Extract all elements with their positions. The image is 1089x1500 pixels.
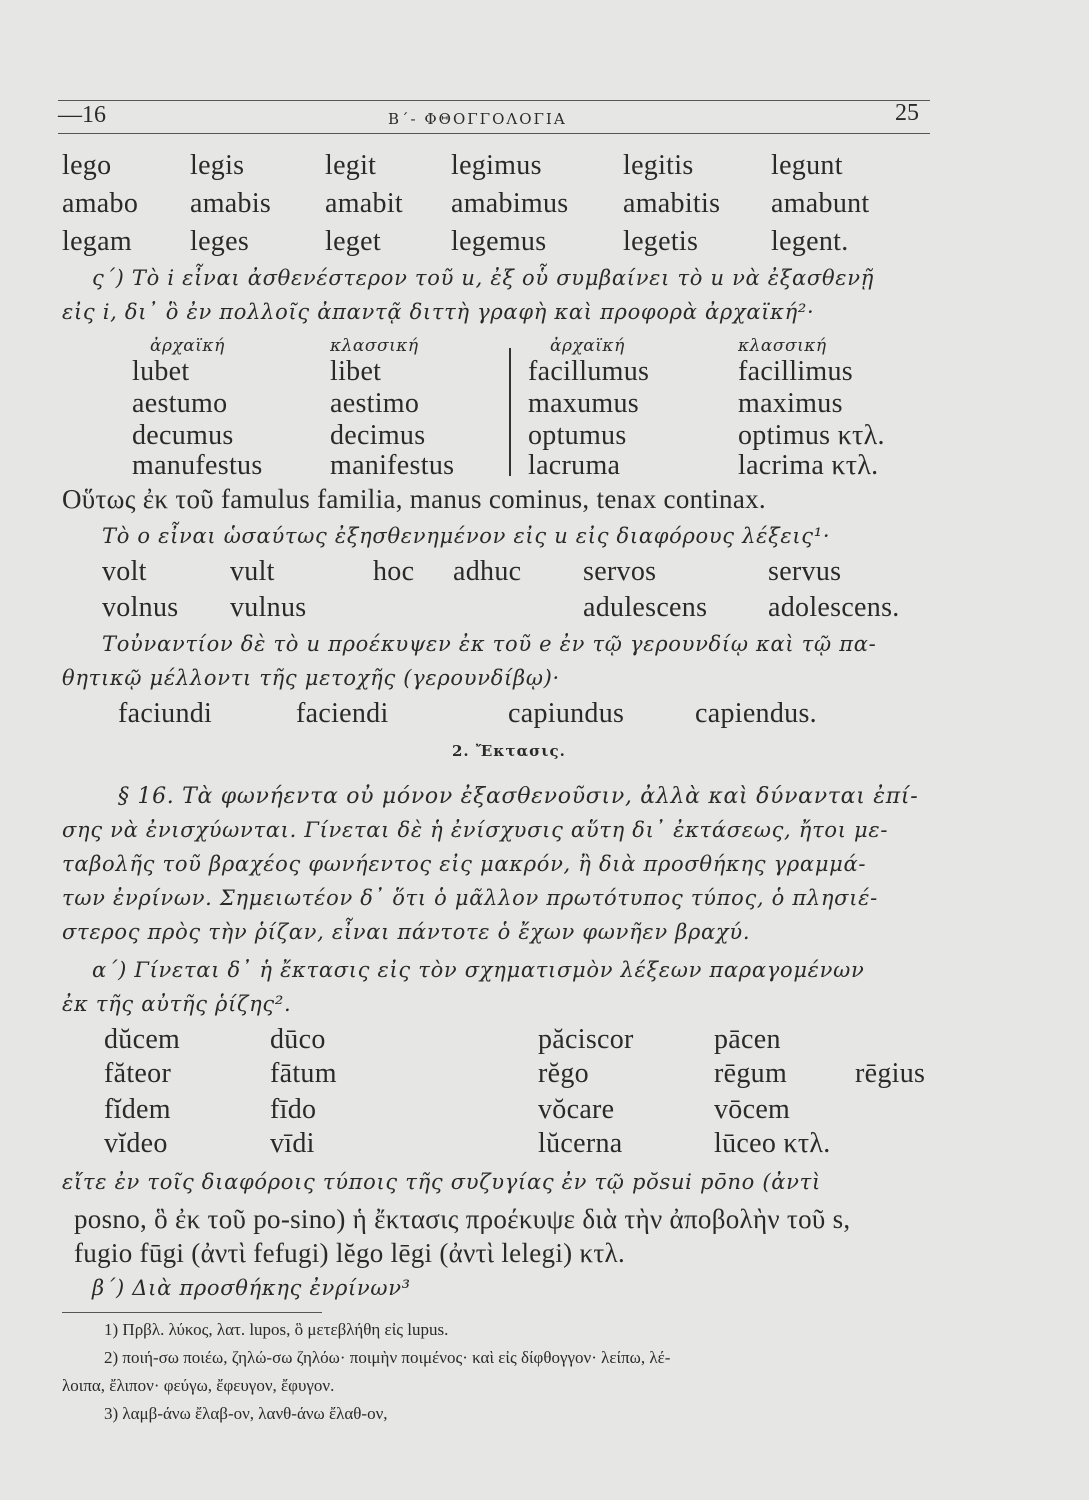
table-cell: fātum: [270, 1058, 337, 1089]
paragraph-line: σης νὰ ἐνισχύωνται. Γίνεται δὲ ἡ ἐνίσχυσις αὕτη δι᾽ ἐκτάσεως, ἤτοι με-: [62, 818, 889, 842]
table-cell: legunt: [771, 150, 843, 181]
table-cell: legetis: [623, 226, 699, 257]
column-divider: [509, 348, 511, 476]
column-header: κλασσική: [738, 336, 827, 356]
table-cell: libet: [330, 356, 382, 387]
table-cell: legis: [190, 150, 245, 181]
paragraph-line: fugio fūgi (ἀντὶ fefugi) lĕgo lēgi (ἀντὶ lelegi) κτλ.: [74, 1238, 625, 1268]
table-cell: manufestus: [132, 450, 263, 481]
footnote: 1) Πρβλ. λύκος, λατ. lupos, ὃ μετεβλήθη εἰς lupus.: [104, 1320, 449, 1339]
table-cell: maximus: [738, 388, 843, 419]
paragraph-line: θητικῷ μέλλοντι τῆς μετοχῆς (γερουνδίβῳ)·: [62, 666, 560, 690]
table-cell: facillumus: [528, 356, 650, 387]
table-cell: rēgum: [714, 1058, 788, 1089]
table-cell: fĭdem: [104, 1094, 171, 1125]
table-cell: amabitis: [623, 188, 721, 219]
table-cell: adhuc: [453, 556, 522, 587]
paragraph-line: posno, ὃ ἐκ τοῦ po-sino) ἡ ἔκτασις προέκυψε διὰ τὴν ἀποβολὴν τοῦ s,: [74, 1204, 851, 1234]
table-cell: dŭcem: [104, 1024, 181, 1055]
table-cell: legam: [62, 226, 132, 257]
table-cell: lacruma: [528, 450, 621, 481]
table-cell: legemus: [451, 226, 547, 257]
table-cell: pācen: [714, 1024, 781, 1055]
table-cell: adolescens.: [768, 592, 900, 623]
column-header: ἀρχαϊκή: [150, 336, 225, 356]
footnote: 2) ποιή-σω ποιέω, ζηλώ-σω ζηλόω· ποιμὴν ποιμένος· καὶ εἰς δίφθογγον· λείπω, λέ-: [104, 1348, 671, 1367]
paragraph-line: α΄) Γίνεται δ᾽ ἡ ἔκτασις εἰς τὸν σχηματισμὸν λέξεων παραγομένων: [92, 958, 865, 982]
paragraph-line: των ἐνρίνων. Σημειωτέον δ᾽ ὅτι ὁ μᾶλλον πρωτότυπος τύπος, ὁ πλησιέ-: [62, 886, 878, 910]
header-bottom-rule: [58, 133, 930, 134]
paragraph-line: Τοὐναντίον δὲ τὸ u προέκυψεν ἐκ τοῦ e ἐν τῷ γερουνδίῳ καὶ τῷ πα-: [102, 632, 877, 656]
paragraph-line: Τὸ o εἶναι ὡσαύτως ἐξησθενημένον εἰς u εἰς διαφόρους λέξεις¹·: [102, 524, 831, 548]
header-page-number: 25: [895, 100, 919, 126]
table-cell: adulescens: [583, 592, 708, 623]
table-cell: aestumo: [132, 388, 228, 419]
footnote-rule: [62, 1312, 322, 1313]
paragraph-line: εἰς i, δι᾽ ὃ ἐν πολλοῖς ἀπαντᾷ διττὴ γραφὴ καὶ προφορὰ ἀρχαϊκή²·: [62, 300, 815, 324]
table-cell: hoc: [373, 556, 415, 587]
paragraph-line: ἐκ τῆς αὐτῆς ῥίζης².: [62, 992, 292, 1016]
table-cell: amabo: [62, 188, 139, 219]
table-cell: capiundus: [508, 698, 625, 729]
table-cell: lŭcerna: [538, 1128, 623, 1159]
table-cell: legimus: [451, 150, 542, 181]
table-cell: decimus: [330, 420, 426, 451]
table-cell: servus: [768, 556, 842, 587]
table-cell: amabit: [325, 188, 403, 219]
paragraph-line: β΄) Διὰ προσθήκης ἐνρίνων³: [92, 1276, 411, 1300]
table-cell: dūco: [270, 1024, 326, 1055]
table-cell: maxumus: [528, 388, 639, 419]
paragraph-line: ταβολῆς τοῦ βραχέος φωνήεντος εἰς μακρόν, ἢ διὰ προσθήκης γραμμά-: [62, 852, 867, 876]
section-title: 2. Ἔκτασις.: [452, 742, 566, 760]
table-cell: legit: [325, 150, 377, 181]
footnote: 3) λαμβ-άνω ἔλαβ-ον, λανθ-άνω ἔλαθ-ον,: [104, 1404, 388, 1423]
table-cell: faciundi: [118, 698, 213, 729]
table-cell: servos: [583, 556, 657, 587]
table-cell: optimus κτλ.: [738, 420, 885, 451]
table-cell: manifestus: [330, 450, 455, 481]
table-cell: vult: [230, 556, 275, 587]
paragraph-line: ς΄) Τὸ i εἶναι ἀσθενέστερον τοῦ u, ἐξ οὗ συμβαίνει τὸ u νὰ ἐξασθενῇ: [92, 266, 875, 290]
table-cell: volt: [102, 556, 147, 587]
table-cell: rĕgo: [538, 1058, 589, 1089]
table-cell: păciscor: [538, 1024, 634, 1055]
table-cell: legitis: [623, 150, 694, 181]
table-cell: vōcem: [714, 1094, 791, 1125]
paragraph-line: εἴτε ἐν τοῖς διαφόροις τύποις τῆς συζυγίας ἐν τῷ pŏsui pōno (ἀντὶ: [62, 1170, 821, 1194]
paragraph-line: § 16. Τὰ φωνήεντα οὐ μόνον ἐξασθενοῦσιν, ἀλλὰ καὶ δύνανται ἐπί-: [118, 784, 919, 809]
paragraph-line: Οὕτως ἐκ τοῦ famulus familia, manus cominus, tenax continax.: [62, 484, 766, 514]
table-cell: amabunt: [771, 188, 870, 219]
table-cell: decumus: [132, 420, 234, 451]
table-cell: lubet: [132, 356, 190, 387]
table-cell: aestimo: [330, 388, 420, 419]
header-top-rule: [58, 100, 930, 101]
table-cell: lūceo κτλ.: [714, 1128, 831, 1159]
table-cell: fīdo: [270, 1094, 317, 1125]
table-cell: faciendi: [296, 698, 389, 729]
table-cell: leges: [190, 226, 250, 257]
table-cell: vŏcare: [538, 1094, 615, 1125]
table-cell: rēgius: [855, 1058, 926, 1089]
paragraph-line: στερος πρὸς τὴν ῥίζαν, εἶναι πάντοτε ὁ ἔχων φωνῆεν βραχύ.: [62, 920, 751, 944]
table-cell: capiendus.: [695, 698, 817, 729]
table-cell: amabis: [190, 188, 272, 219]
table-cell: leget: [325, 226, 381, 257]
table-cell: vĭdeo: [104, 1128, 168, 1159]
table-cell: lego: [62, 150, 112, 181]
table-cell: vīdi: [270, 1128, 315, 1159]
column-header: ἀρχαϊκή: [550, 336, 625, 356]
footnote: λοιπα, ἔλιπον· φεύγω, ἔφευγον, ἔφυγον.: [62, 1376, 335, 1395]
table-cell: legent.: [771, 226, 849, 257]
table-cell: vulnus: [230, 592, 307, 623]
column-header: κλασσική: [330, 336, 419, 356]
table-cell: facillimus: [738, 356, 853, 387]
table-cell: făteor: [104, 1058, 172, 1089]
header-chapter-title: Β΄- ΦΘΟΓΓΟΛΟΓΙΑ: [388, 110, 567, 128]
table-cell: lacrima κτλ.: [738, 450, 879, 481]
table-cell: volnus: [102, 592, 179, 623]
header-left-page-ref: —16: [58, 102, 106, 128]
table-cell: amabimus: [451, 188, 569, 219]
table-cell: optumus: [528, 420, 627, 451]
